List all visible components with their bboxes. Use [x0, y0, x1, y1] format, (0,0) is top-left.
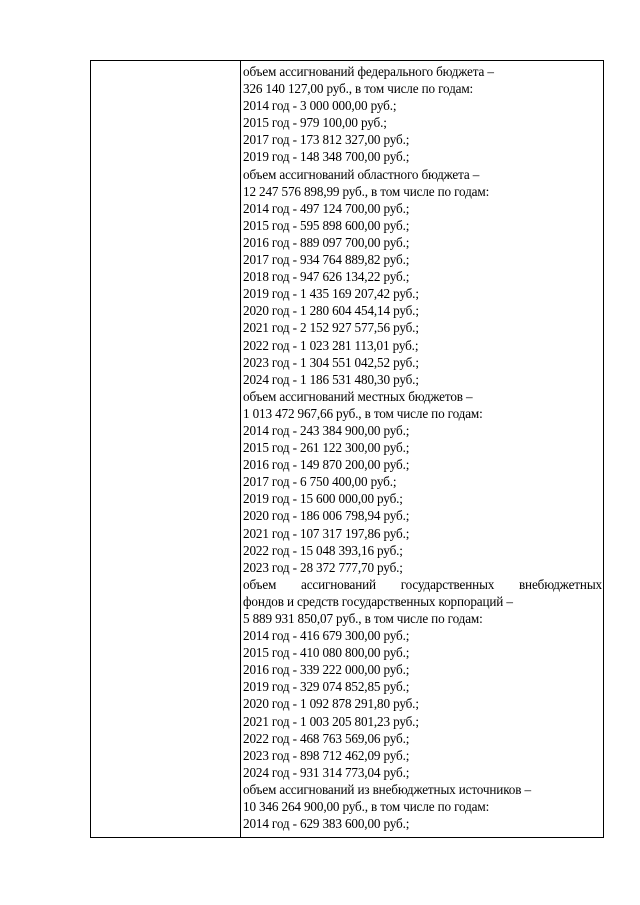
table-right-cell: [241, 61, 603, 837]
text-line: объем ассигнований из внебюджетных источников –: [243, 781, 531, 797]
text-line: 2018 год - 947 626 134,22 руб.;: [243, 269, 410, 285]
text-line: 1 013 472 967,66 руб., в том числе по годам:: [243, 405, 483, 421]
text-line: 2017 год - 934 764 889,82 руб.;: [243, 252, 410, 268]
text-line: 2021 год - 1 003 205 801,23 руб.;: [243, 713, 419, 729]
text-line: 2016 год - 339 222 000,00 руб.;: [243, 662, 410, 678]
justified-word: внебюджетных: [518, 576, 602, 592]
text-line: 2019 год - 148 348 700,00 руб.;: [243, 149, 410, 165]
text-line: 2019 год - 15 600 000,00 руб.;: [243, 491, 403, 507]
text-line: 2023 год - 28 372 777,70 руб.;: [243, 559, 403, 575]
text-line: 2023 год - 898 712 462,09 руб.;: [243, 747, 410, 763]
text-line: 2016 год - 149 870 200,00 руб.;: [243, 457, 410, 473]
funding-table: [90, 60, 604, 838]
text-line: 2014 год - 243 384 900,00 руб.;: [243, 422, 410, 438]
text-line-justified: [243, 576, 603, 593]
justified-word: объем: [243, 576, 277, 592]
text-line: 2019 год - 1 435 169 207,42 руб.;: [243, 286, 419, 302]
text-line: 2020 год - 1 092 878 291,80 руб.;: [243, 696, 419, 712]
text-line: 2020 год - 1 280 604 454,14 руб.;: [243, 303, 419, 319]
justified-word: ассигнований: [300, 576, 376, 592]
text-line: 2014 год - 629 383 600,00 руб.;: [243, 816, 410, 832]
text-line: 2021 год - 2 152 927 577,56 руб.;: [243, 320, 419, 336]
text-line: 2016 год - 889 097 700,00 руб.;: [243, 234, 410, 250]
text-line: 2015 год - 261 122 300,00 руб.;: [243, 440, 410, 456]
text-line: 2014 год - 416 679 300,00 руб.;: [243, 628, 410, 644]
text-line: 2020 год - 186 006 798,94 руб.;: [243, 508, 410, 524]
text-line: 2022 год - 15 048 393,16 руб.;: [243, 542, 403, 558]
text-line: объем ассигнований федерального бюджета –: [243, 64, 494, 79]
text-line: 2022 год - 468 763 569,06 руб.;: [243, 730, 410, 746]
text-line: 326 140 127,00 руб., в том числе по годам:: [243, 81, 474, 97]
text-line: 2019 год - 329 074 852,85 руб.;: [243, 679, 410, 695]
text-line: 2015 год - 979 100,00 руб.;: [243, 115, 387, 131]
text-line: фондов и средств государственных корпораций –: [243, 593, 513, 609]
text-line: 2021 год - 107 317 197,86 руб.;: [243, 525, 410, 541]
text-line: 12 247 576 898,99 руб., в том числе по годам:: [243, 183, 490, 199]
text-line: 2015 год - 595 898 600,00 руб.;: [243, 217, 410, 233]
text-line: 2024 год - 931 314 773,04 руб.;: [243, 764, 410, 780]
text-line: 10 346 264 900,00 руб., в том числе по годам:: [243, 799, 490, 815]
text-line: 2022 год - 1 023 281 113,01 руб.;: [243, 337, 419, 353]
text-line: 2014 год - 497 124 700,00 руб.;: [243, 200, 410, 216]
text-line: объем ассигнований местных бюджетов –: [243, 388, 473, 404]
text-line: 2014 год - 3 000 000,00 руб.;: [243, 98, 397, 114]
text-line: 2017 год - 6 750 400,00 руб.;: [243, 474, 397, 490]
text-line: 2015 год - 410 080 800,00 руб.;: [243, 645, 410, 661]
text-line: 2017 год - 173 812 327,00 руб.;: [243, 132, 410, 148]
text-line: 2023 год - 1 304 551 042,52 руб.;: [243, 354, 419, 370]
table-left-cell: [91, 61, 241, 837]
text-line: 2024 год - 1 186 531 480,30 руб.;: [243, 371, 419, 387]
text-line: объем ассигнований областного бюджета –: [243, 166, 480, 182]
justified-word: государственных: [400, 576, 495, 592]
text-line: 5 889 931 850,07 руб., в том числе по годам:: [243, 611, 483, 626]
